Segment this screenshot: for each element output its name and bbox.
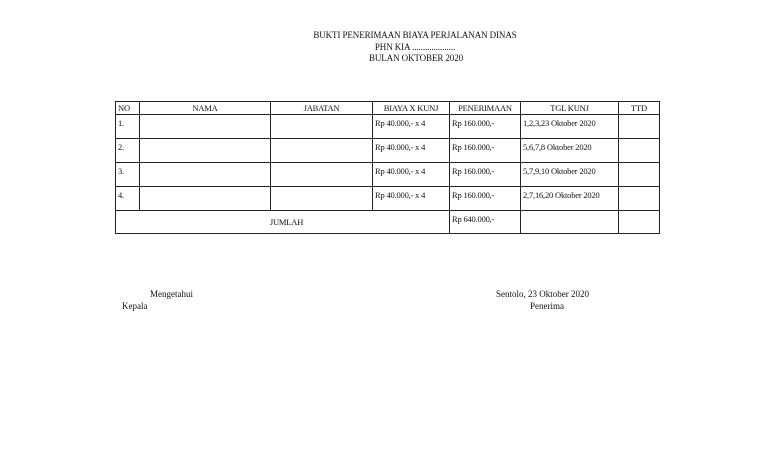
acknowledged-label: Mengetahui <box>150 289 193 299</box>
cell-biaya: Rp 40.000,- x 4 <box>373 163 450 187</box>
cell-biaya: Rp 40.000,- x 4 <box>373 139 450 163</box>
column-header-ttd: TTD <box>619 102 660 115</box>
receiver-label: Penerima <box>530 301 564 311</box>
table-row <box>116 139 660 163</box>
place-date-label: Sentolo, 23 Oktober 2020 <box>496 289 589 299</box>
cell-no: 2. <box>116 139 140 163</box>
cell-tgl: 5,7,9,10 Oktober 2020 <box>521 163 619 187</box>
cell-nama <box>140 187 271 211</box>
cell-no: 1. <box>116 115 140 139</box>
cell-penerimaan: Rp 160.000,- <box>450 139 521 163</box>
cell-biaya: Rp 40.000,- x 4 <box>373 187 450 211</box>
cell-biaya: Rp 40.000,- x 4 <box>373 115 450 139</box>
cell-ttd <box>619 139 660 163</box>
total-amount: Rp 640.000,- <box>450 211 521 234</box>
head-label: Kepala <box>122 301 148 311</box>
cell-jabatan <box>271 115 373 139</box>
total-empty-ttd <box>619 211 660 234</box>
cell-nama <box>140 115 271 139</box>
cell-ttd <box>619 115 660 139</box>
cell-penerimaan: Rp 160.000,- <box>450 187 521 211</box>
table-header-row <box>116 102 660 115</box>
cell-ttd <box>619 187 660 211</box>
cell-nama <box>140 163 271 187</box>
cell-nama <box>140 139 271 163</box>
column-header-tgl: TGL KUNJ <box>521 102 619 115</box>
total-empty-tgl <box>521 211 619 234</box>
table-row <box>116 115 660 139</box>
cell-no: 3. <box>116 163 140 187</box>
document-period: BULAN OKTOBER 2020 <box>368 53 464 63</box>
document-subtitle: PHN KIA .................... <box>374 41 456 52</box>
cell-tgl: 2,7,16,20 Oktober 2020 <box>521 187 619 211</box>
cell-ttd <box>619 163 660 187</box>
cell-jabatan <box>271 187 373 211</box>
document-title: BUKTI PENERIMAAN BIAYA PERJALANAN DINAS <box>313 30 517 40</box>
total-label: JUMLAH <box>116 211 450 234</box>
column-header-biaya: BIAYA X KUNJ <box>373 102 450 115</box>
column-header-nama: NAMA <box>140 102 271 115</box>
table-row <box>116 187 660 211</box>
cell-penerimaan: Rp 160.000,- <box>450 163 521 187</box>
column-header-jabatan: JABATAN <box>271 102 373 115</box>
cell-tgl: 5,6,7,8 Oktober 2020 <box>521 139 619 163</box>
cell-penerimaan: Rp 160.000,- <box>450 115 521 139</box>
cell-jabatan <box>271 139 373 163</box>
document-header <box>0 30 768 65</box>
total-row <box>116 211 660 234</box>
table-row <box>116 163 660 187</box>
payment-table <box>115 101 660 234</box>
cell-jabatan <box>271 163 373 187</box>
cell-no: 4. <box>116 187 140 211</box>
cell-tgl: 1,2,3,23 Oktober 2020 <box>521 115 619 139</box>
column-header-penerimaan: PENERIMAAN <box>450 102 521 115</box>
column-header-no: NO <box>116 102 140 115</box>
